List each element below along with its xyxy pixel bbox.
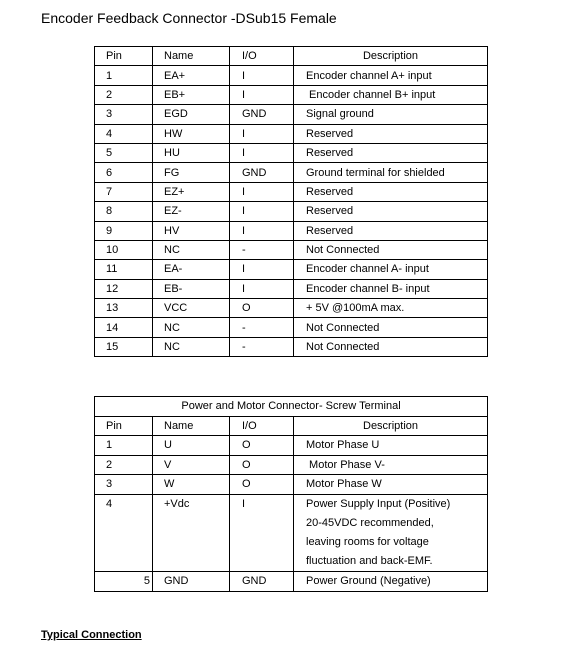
name-cell: FG (153, 163, 230, 182)
table-row (95, 240, 488, 259)
column-header-io: I/O (230, 416, 294, 436)
io-cell: I (230, 202, 294, 221)
table-header-row (95, 416, 488, 436)
name-cell: EZ- (153, 202, 230, 221)
pin-cell: 12 (95, 279, 153, 298)
pin-cell: 9 (95, 221, 153, 240)
description-line: leaving rooms for voltage (306, 535, 429, 548)
table-row (95, 279, 488, 298)
table-caption: Power and Motor Connector- Screw Terminal (95, 397, 488, 417)
name-cell: HW (153, 124, 230, 143)
column-header-name: Name (153, 47, 230, 66)
pin-cell: 3 (95, 475, 153, 495)
table-row (95, 221, 488, 240)
pin-cell: 5 (95, 143, 153, 162)
io-cell: O (230, 475, 294, 495)
table-row (95, 124, 488, 143)
description-cell: + 5V @100mA max. (294, 299, 488, 318)
io-cell: - (230, 337, 294, 356)
table-row (95, 494, 488, 571)
io-cell: GND (230, 105, 294, 124)
name-cell: W (153, 475, 230, 495)
name-cell: EA- (153, 260, 230, 279)
description-cell: Not Connected (294, 240, 488, 259)
name-cell: NC (153, 240, 230, 259)
table-caption-row (95, 397, 488, 417)
pin-cell: 13 (95, 299, 153, 318)
name-cell: NC (153, 337, 230, 356)
description-cell: Reserved (294, 221, 488, 240)
description-cell: Motor Phase U (294, 436, 488, 456)
pin-cell: 8 (95, 202, 153, 221)
io-cell: I (230, 124, 294, 143)
name-cell: VCC (153, 299, 230, 318)
pin-cell: 5 (95, 571, 153, 591)
io-cell: I (230, 221, 294, 240)
name-cell: EB- (153, 279, 230, 298)
table-row (95, 182, 488, 201)
description-cell: Encoder channel A- input (294, 260, 488, 279)
pin-cell: 11 (95, 260, 153, 279)
name-cell: NC (153, 318, 230, 337)
description-cell: Reserved (294, 182, 488, 201)
encoder-pinout-table (94, 46, 488, 357)
table-row (95, 260, 488, 279)
table-row (95, 318, 488, 337)
pin-cell: 3 (95, 105, 153, 124)
io-cell: I (230, 279, 294, 298)
io-cell: I (230, 260, 294, 279)
description-cell: Not Connected (294, 337, 488, 356)
section-heading: Typical Connection (41, 629, 142, 641)
name-cell: EZ+ (153, 182, 230, 201)
column-header-description: Description (294, 416, 488, 436)
pin-cell: 7 (95, 182, 153, 201)
io-cell: I (230, 85, 294, 104)
name-cell: U (153, 436, 230, 456)
io-cell: O (230, 455, 294, 475)
description-cell: Encoder channel B+ input (294, 85, 488, 104)
table-row (95, 571, 488, 591)
name-cell: EB+ (153, 85, 230, 104)
table-row (95, 85, 488, 104)
name-cell: +Vdc (153, 494, 230, 571)
io-cell: O (230, 436, 294, 456)
description-cell (294, 494, 488, 571)
pin-cell: 1 (95, 66, 153, 85)
page-title: Encoder Feedback Connector -DSub15 Female (41, 10, 337, 26)
description-line: Power Supply Input (Positive) (306, 497, 451, 510)
description-cell: Reserved (294, 124, 488, 143)
description-cell: Power Ground (Negative) (294, 571, 488, 591)
table-row (95, 202, 488, 221)
name-cell: EA+ (153, 66, 230, 85)
table-row (95, 163, 488, 182)
column-header-io: I/O (230, 47, 294, 66)
column-header-description: Description (294, 47, 488, 66)
description-cell: Reserved (294, 143, 488, 162)
io-cell: GND (230, 571, 294, 591)
name-cell: HU (153, 143, 230, 162)
io-cell: I (230, 143, 294, 162)
description-cell: Not Connected (294, 318, 488, 337)
description-cell: Motor Phase V- (294, 455, 488, 475)
description-cell: Encoder channel B- input (294, 279, 488, 298)
table-row (95, 436, 488, 456)
description-cell: Motor Phase W (294, 475, 488, 495)
description-line: 20-45VDC recommended, (306, 516, 434, 529)
io-cell: I (230, 182, 294, 201)
table-header-row (95, 47, 488, 66)
table-row (95, 299, 488, 318)
name-cell: V (153, 455, 230, 475)
pin-cell: 1 (95, 436, 153, 456)
table-row (95, 66, 488, 85)
description-cell: Encoder channel A+ input (294, 66, 488, 85)
io-cell: I (230, 66, 294, 85)
pin-cell: 4 (95, 494, 153, 571)
pin-cell: 2 (95, 85, 153, 104)
io-cell: I (230, 494, 294, 571)
table-row (95, 455, 488, 475)
pin-cell: 10 (95, 240, 153, 259)
io-cell: - (230, 318, 294, 337)
name-cell: HV (153, 221, 230, 240)
column-header-name: Name (153, 416, 230, 436)
power-motor-pinout-table (94, 396, 488, 592)
pin-cell: 2 (95, 455, 153, 475)
name-cell: GND (153, 571, 230, 591)
table-row (95, 143, 488, 162)
column-header-pin: Pin (95, 47, 153, 66)
name-cell: EGD (153, 105, 230, 124)
io-cell: O (230, 299, 294, 318)
description-cell: Reserved (294, 202, 488, 221)
table-row (95, 105, 488, 124)
description-cell: Ground terminal for shielded (294, 163, 488, 182)
io-cell: - (230, 240, 294, 259)
table-row (95, 337, 488, 356)
pin-cell: 15 (95, 337, 153, 356)
io-cell: GND (230, 163, 294, 182)
table-row (95, 475, 488, 495)
pin-cell: 4 (95, 124, 153, 143)
column-header-pin: Pin (95, 416, 153, 436)
description-cell: Signal ground (294, 105, 488, 124)
description-line: fluctuation and back-EMF. (306, 554, 433, 567)
pin-cell: 6 (95, 163, 153, 182)
pin-cell: 14 (95, 318, 153, 337)
